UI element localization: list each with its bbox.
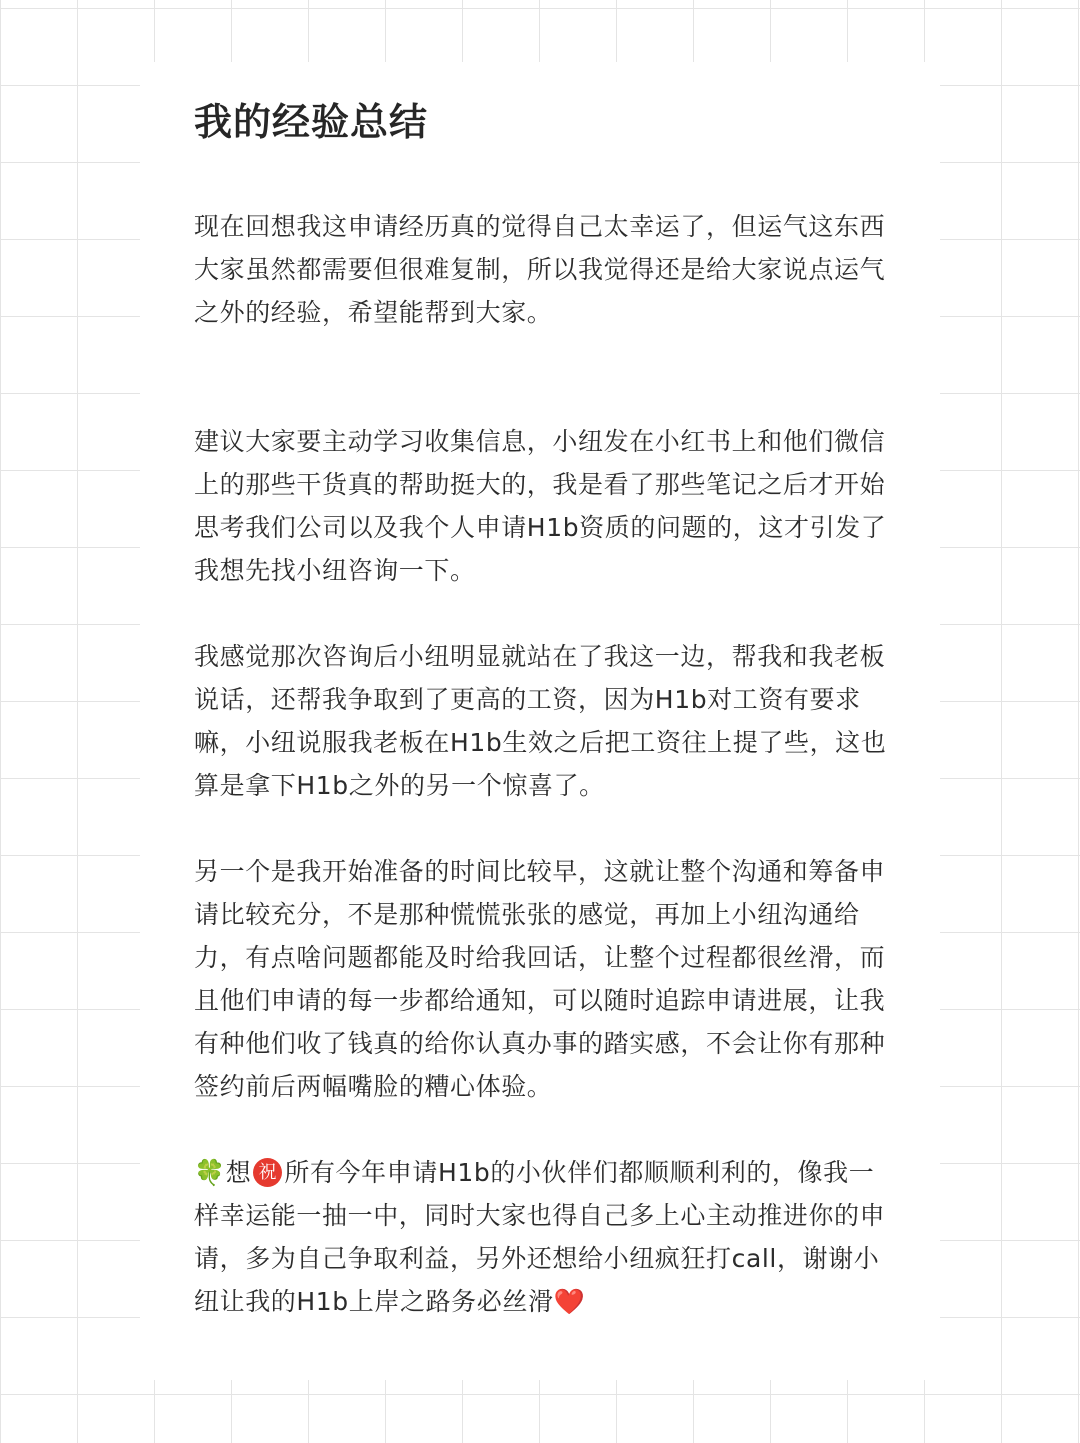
article-title: 我的经验总结 <box>194 100 429 144</box>
paragraph-intro: 现在回想我这申请经历真的觉得自己太幸运了，但运气这东西大家虽然都需要但很难复制，所以我觉得还是给大家说点运气之外的经验，希望能帮到大家。 <box>194 212 886 328</box>
red-heart-icon: ❤️ <box>553 1287 586 1317</box>
four-leaf-clover-icon: 🍀 <box>194 1158 226 1188</box>
congratulations-badge-icon: 祝 <box>253 1158 282 1187</box>
closing-text: 所有今年申请H1b的小伙伴们都顺顺利利的，像我一样幸运能一抽一中，同时大家也得自己多上心主动推进你的申请，多为自己争取利益，另外还想给小纽疯狂打call，谢谢小纽让我的H1b上岸之路务必丝滑 <box>194 1158 886 1317</box>
paragraph-closing <box>194 1151 888 1323</box>
article-card <box>140 62 940 1380</box>
paragraph-consultation: 我感觉那次咨询后小纽明显就站在了我这一边，帮我和我老板说话，还帮我争取到了更高的工资，因为H1b对工资有要求嘛，小纽说服我老板在H1b生效之后把工资往上提了些，这也算是拿下H1b之外的另一个惊喜了。 <box>194 642 887 801</box>
paragraph-preparation: 另一个是我开始准备的时间比较早，这就让整个沟通和筹备申请比较充分，不是那种慌慌张张的感觉，再加上小纽沟通给力，有点啥问题都能及时给我回话，让整个过程都很丝滑，而且他们申请的每一步都给通知，可以随时追踪申请进展，让我有种他们收了钱真的给你认真办事的踏实感，不会让你有那种签约前后两幅嘴脸的糟心体验。 <box>194 857 886 1102</box>
paragraph-research: 建议大家要主动学习收集信息，小纽发在小红书上和他们微信上的那些干货真的帮助挺大的，我是看了那些笔记之后才开始思考我们公司以及我个人申请H1b资质的问题的，这才引发了我想先找小纽咨询一下。 <box>194 427 887 586</box>
closing-word: 想 <box>225 1158 252 1188</box>
